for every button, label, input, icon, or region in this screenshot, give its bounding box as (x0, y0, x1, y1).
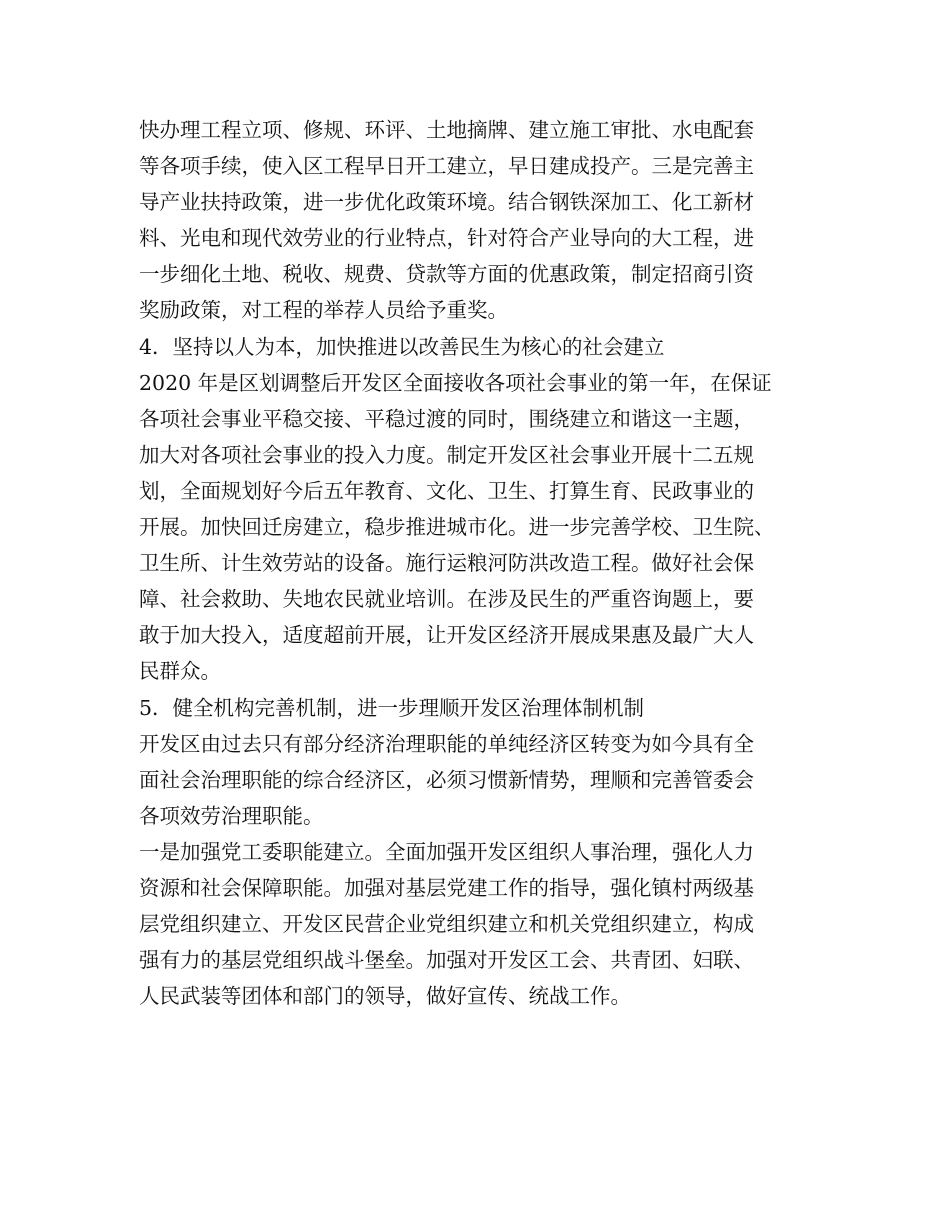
text-line: 强有力的基层党组织战斗堡垒。加强对开发区工会、共青团、妇联、 (139, 948, 754, 973)
section-heading-5: 5．健全机构完善机制，进一步理顺开发区治理体制机制 (139, 695, 645, 720)
text-line: 加大对各项社会事业的投入力度。制定开发区社会事业开展十二五规 (139, 442, 754, 467)
text-line: 快办理工程立项、修规、环评、土地摘牌、建立施工审批、水电配套 (139, 118, 754, 142)
text-line: 层党组织建立、开发区民营企业党组织建立和机关党组织建立，构成 (139, 912, 754, 937)
text-line: 料、光电和现代效劳业的行业特点，针对符合产业导向的大工程，进 (139, 226, 754, 251)
text-line: 面社会治理职能的综合经济区，必须习惯新情势，理顺和完善管委会 (139, 767, 754, 792)
text-line: 开发区由过去只有部分经济治理职能的单纯经济区转变为如今具有全 (139, 731, 754, 756)
text-line: 开展。加快回迁房建立，稳步推进城市化。进一步完善学校、卫生院、 (139, 515, 775, 540)
text-line: 民群众。 (139, 659, 221, 684)
document-body (139, 112, 839, 1014)
text-line: 等各项手续，使入区工程早日开工建立，早日建成投产。三是完善主 (139, 154, 754, 179)
text-line: 划，全面规划好今后五年教育、文化、卫生、打算生育、民政事业的 (139, 478, 754, 503)
text-line: 人民武装等团体和部门的领导，做好宣传、统战工作。 (139, 984, 631, 1009)
text-line: 各项效劳治理职能。 (139, 803, 324, 828)
text-line: 卫生所、计生效劳站的设备。施行运粮河防洪改造工程。做好社会保 (139, 551, 754, 576)
text-line: 一是加强党工委职能建立。全面加强开发区组织人事治理，强化人力 (139, 839, 754, 864)
text-line: 2020 年是区划调整后开发区全面接收各项社会事业的第一年，在保证 (139, 370, 772, 395)
text-line: 导产业扶持政策，进一步优化政策环境。结合钢铁深加工、化工新材 (139, 190, 754, 215)
text-line: 奖励政策，对工程的举荐人员给予重奖。 (139, 298, 508, 323)
text-line: 一步细化土地、税收、规费、贷款等方面的优惠政策，制定招商引资 (139, 262, 754, 287)
section-heading-4: 4．坚持以人为本，加快推进以改善民生为核心的社会建立 (139, 334, 665, 359)
text-line: 各项社会事业平稳交接、平稳过渡的同时，围绕建立和谐这一主题， (139, 406, 754, 431)
text-line: 资源和社会保障职能。加强对基层党建工作的指导，强化镇村两级基 (139, 875, 754, 900)
text-line: 障、社会救助、失地农民就业培训。在涉及民生的严重咨询题上，要 (139, 587, 754, 612)
text-line: 敢于加大投入，适度超前开展，让开发区经济开展成果惠及最广大人 (139, 623, 754, 648)
